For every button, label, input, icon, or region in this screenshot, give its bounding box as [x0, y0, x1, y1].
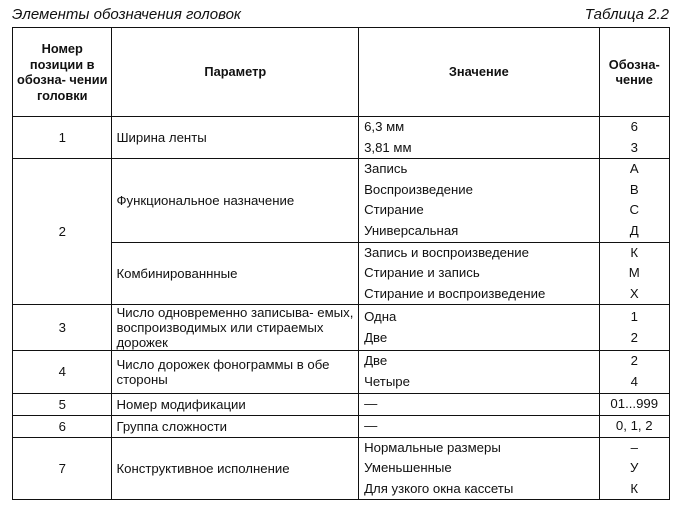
designation-item: 2 — [630, 353, 638, 369]
row-values — [359, 159, 599, 242]
table-row — [13, 159, 670, 242]
designation-item: 0, 1, 2 — [615, 417, 653, 433]
designation-item: 6 — [630, 119, 638, 134]
table-row — [13, 305, 670, 351]
designation-item: Д — [629, 222, 639, 238]
value-item: Две — [364, 353, 388, 369]
row-position: 7 — [13, 437, 112, 500]
row-values — [359, 351, 599, 393]
row-parameter: Функциональное назначение — [112, 159, 359, 242]
row-parameter: Число дорожек фонограммы в обе стороны — [112, 351, 359, 393]
table-header-row — [13, 28, 670, 117]
value-item: Стирание — [364, 202, 424, 218]
value-item: 3,81 мм — [364, 139, 412, 155]
designation-item: У — [630, 460, 639, 476]
value-item: Нормальные размеры — [364, 439, 501, 455]
table-caption — [12, 6, 669, 28]
row-position: 1 — [13, 117, 112, 159]
value-item: Стирание и воспроизведение — [364, 285, 546, 301]
row-position: 5 — [13, 393, 112, 415]
value-item: 6,3 мм — [364, 119, 405, 134]
row-position: 2 — [13, 159, 112, 305]
value-item: Запись — [364, 161, 408, 177]
designation-table — [12, 27, 670, 500]
designation-item: 3 — [630, 139, 638, 155]
row-parameter: Число одновременно записыва- емых, воспроизводимых или стираемых дорожек — [112, 305, 359, 351]
table-row — [13, 415, 670, 437]
table-row — [13, 117, 670, 159]
table-row — [13, 351, 670, 393]
header-position: Номер позиции в обозна- чении головки — [13, 28, 112, 117]
row-designations — [599, 242, 670, 305]
table-label: Таблица 2.2 — [584, 6, 669, 23]
row-parameter: Ширина ленты — [112, 117, 359, 159]
row-designations — [599, 351, 670, 393]
row-values — [359, 305, 599, 351]
designation-item: 4 — [630, 373, 638, 389]
row-values — [359, 393, 599, 415]
row-position: 6 — [13, 415, 112, 437]
designation-item: К — [630, 244, 639, 260]
value-item: Универсальная — [364, 222, 459, 238]
designation-item: 2 — [630, 329, 638, 345]
row-parameter: Группа сложности — [112, 415, 359, 437]
table-row — [13, 242, 670, 305]
table-title: Элементы обозначения головок — [12, 6, 241, 23]
row-designations — [599, 437, 670, 500]
table-row — [13, 437, 670, 500]
header-parameter: Параметр — [112, 28, 359, 117]
value-item: Одна — [364, 309, 397, 325]
row-designations — [599, 415, 670, 437]
value-item: Четыре — [364, 373, 410, 389]
row-values — [359, 437, 599, 500]
value-item: Воспроизведение — [364, 181, 473, 197]
designation-item: В — [629, 181, 639, 197]
row-values — [359, 117, 599, 159]
table-row — [13, 393, 670, 415]
value-item: — — [364, 395, 378, 411]
header-value: Значение — [359, 28, 599, 117]
row-designations — [599, 305, 670, 351]
row-designations — [599, 159, 670, 242]
designation-item: А — [629, 161, 639, 177]
row-position: 4 — [13, 351, 112, 393]
designation-item: 1 — [630, 309, 638, 325]
row-values — [359, 242, 599, 305]
row-parameter: Комбинированнные — [112, 242, 359, 305]
value-item: Уменьшенные — [364, 460, 452, 476]
designation-item: К — [630, 480, 639, 496]
value-item: Стирание и запись — [364, 265, 480, 281]
value-item: Две — [364, 329, 388, 345]
row-designations — [599, 117, 670, 159]
row-parameter: Конструктивное исполнение — [112, 437, 359, 500]
designation-item: С — [629, 202, 640, 218]
value-item: Запись и воспроизведение — [364, 244, 529, 260]
designation-item: – — [630, 439, 638, 455]
value-item: — — [364, 417, 378, 433]
row-values — [359, 415, 599, 437]
value-item: Для узкого окна кассеты — [364, 480, 514, 496]
row-position: 3 — [13, 305, 112, 351]
designation-item: М — [628, 265, 640, 281]
designation-item: X — [629, 285, 639, 301]
row-designations — [599, 393, 670, 415]
row-parameter: Номер модификации — [112, 393, 359, 415]
header-designation: Обозна- чение — [599, 28, 670, 117]
designation-item: 01...999 — [610, 395, 659, 411]
